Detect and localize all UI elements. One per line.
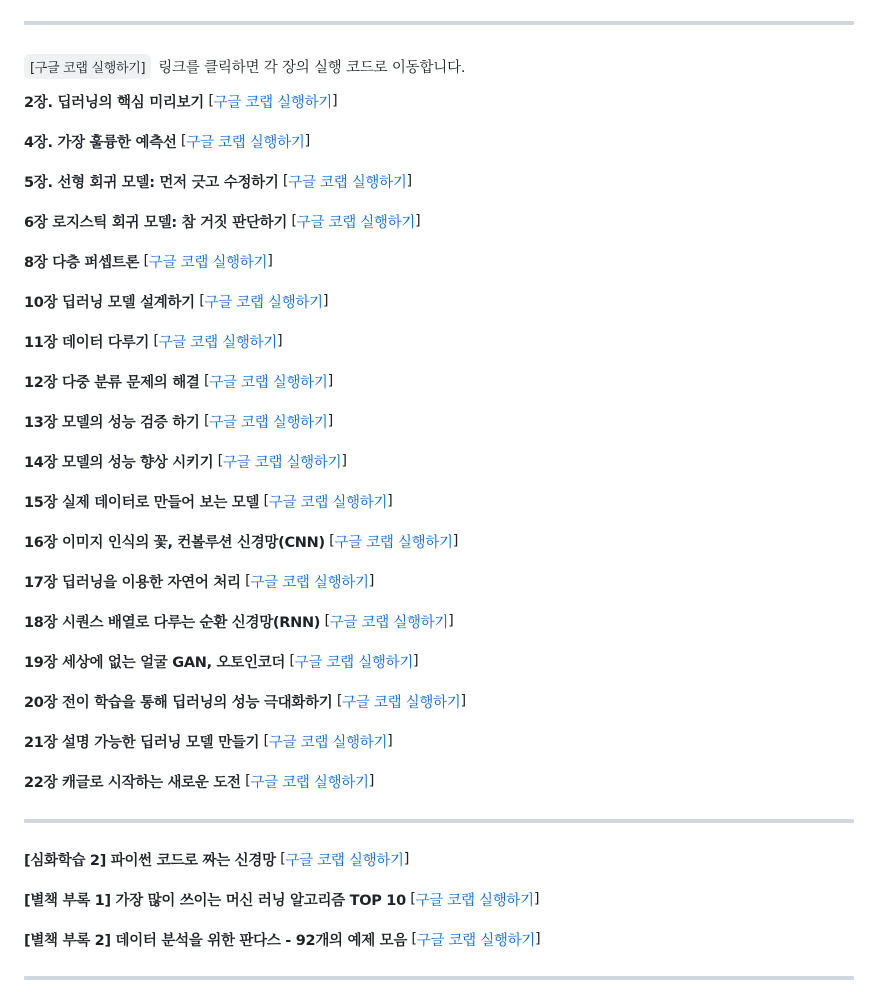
bracket-open: [ <box>280 851 286 867</box>
colab-link[interactable]: 구글 코랩 실행하기 <box>329 614 449 631</box>
bracket-close: ] <box>387 493 393 509</box>
bracket-close: ] <box>331 93 338 109</box>
colab-link[interactable]: 구글 코랩 실행하기 <box>250 574 369 591</box>
chapter-row <box>24 161 854 201</box>
colab-link[interactable]: 구글 코랩 실행하기 <box>158 334 277 351</box>
appendix-row <box>24 919 854 959</box>
bracket-close: ] <box>327 373 333 389</box>
bracket-close: ] <box>413 653 419 669</box>
bracket-open: [ <box>263 733 269 749</box>
bracket-open: [ <box>291 213 297 229</box>
colab-link[interactable]: 구글 코랩 실행하기 <box>213 94 332 111</box>
bracket-close: ] <box>322 293 329 309</box>
bracket-open: [ <box>180 133 187 149</box>
bracket-open: [ <box>245 573 251 589</box>
bracket-close: ] <box>327 413 333 429</box>
chapter-row <box>24 201 854 241</box>
colab-link[interactable]: 구글 코랩 실행하기 <box>288 174 407 191</box>
colab-link[interactable]: 구글 코랩 실행하기 <box>416 932 536 949</box>
chapter-row-title: 11장 데이터 다루기 <box>24 334 150 351</box>
chapter-row <box>24 321 854 361</box>
colab-link[interactable]: 구글 코랩 실행하기 <box>334 534 453 551</box>
bracket-open: [ <box>208 93 214 109</box>
colab-link[interactable]: 구글 코랩 실행하기 <box>294 654 414 671</box>
chapter-row-title: 21장 설명 가능한 딥러닝 모델 만들기 <box>24 734 260 751</box>
chapter-row <box>24 681 854 721</box>
horizontal-rule-bottom <box>24 976 854 980</box>
chapter-row-title: 17장 딥러닝을 이용한 자연어 처리 <box>24 574 241 591</box>
horizontal-rule-top <box>24 21 854 25</box>
horizontal-rule-middle <box>24 819 854 823</box>
chapter-row-title: 8장 다층 퍼셉트론 <box>24 254 140 271</box>
chapter-row <box>24 401 854 441</box>
colab-link[interactable]: 구글 코랩 실행하기 <box>223 454 342 471</box>
chapter-row-title: 22장 캐글로 시작하는 새로운 도전 <box>24 774 241 791</box>
colab-link[interactable]: 구글 코랩 실행하기 <box>285 852 404 869</box>
appendix-row-title: [심화학습 2] 파이썬 코드로 짜는 신경망 <box>24 852 276 869</box>
chapter-row <box>24 121 854 161</box>
chapter-row-title: 5장. 선형 회귀 모델: 먼저 긋고 수정하기 <box>24 174 279 191</box>
chapter-row-title: 12장 다중 분류 문제의 해결 <box>24 374 200 391</box>
chapter-row-title: 19장 세상에 없는 얼굴 GAN, 오토인코더 <box>24 654 286 671</box>
colab-link[interactable]: 구글 코랩 실행하기 <box>204 294 323 311</box>
chapter-list <box>24 81 854 801</box>
chapter-row <box>24 521 854 561</box>
bracket-open: [ <box>143 253 149 269</box>
bracket-open: [ <box>324 613 330 629</box>
bracket-open: [ <box>203 373 210 389</box>
bracket-close: ] <box>267 253 273 269</box>
colab-link[interactable]: 구글 코랩 실행하기 <box>268 494 388 511</box>
chapter-row <box>24 561 854 601</box>
chapter-row-title: 6장 로지스틱 회귀 모델: 참 거짓 판단하기 <box>24 214 288 231</box>
intro-text: 링크를 클릭하면 각 장의 실행 코드로 이동합니다. <box>158 59 466 76</box>
chapter-row <box>24 281 854 321</box>
colab-link[interactable]: 구글 코랩 실행하기 <box>268 734 388 751</box>
chapter-row-title: 15장 실제 데이터로 만들어 보는 모델 <box>24 494 260 511</box>
bracket-open: [ <box>329 533 335 549</box>
bracket-close: ] <box>368 773 375 789</box>
colab-link[interactable]: 구글 코랩 실행하기 <box>342 694 461 711</box>
bracket-open: [ <box>263 493 269 509</box>
chapter-row <box>24 361 854 401</box>
colab-link[interactable]: 구글 코랩 실행하기 <box>415 892 534 909</box>
chapter-row-title: 10장 딥러닝 모델 설계하기 <box>24 294 195 311</box>
bracket-close: ] <box>535 931 541 947</box>
colab-link[interactable]: 구글 코랩 실행하기 <box>250 774 369 791</box>
bracket-close: ] <box>452 533 459 549</box>
chapter-row <box>24 441 854 481</box>
bracket-close: ] <box>368 573 375 589</box>
chapter-row-title: 20장 전이 학습을 통해 딥러닝의 성능 극대화하기 <box>24 694 333 711</box>
chapter-row <box>24 81 854 121</box>
chapter-row-title: 4장. 가장 훌륭한 예측선 <box>24 134 177 151</box>
appendix-row-title: [별책 부록 1] 가장 많이 쓰이는 머신 러닝 알고리즘 TOP 10 <box>24 892 406 909</box>
bracket-open: [ <box>336 693 343 709</box>
bracket-open: [ <box>153 333 159 349</box>
chapter-row <box>24 601 854 641</box>
appendix-row <box>24 879 854 919</box>
bracket-open: [ <box>282 173 289 189</box>
bracket-open: [ <box>199 293 205 309</box>
chapter-row-title: 13장 모델의 성능 검증 하기 <box>24 414 200 431</box>
chapter-row-title: 2장. 딥러닝의 핵심 미리보기 <box>24 94 205 111</box>
bracket-open: [ <box>245 773 251 789</box>
bracket-close: ] <box>533 891 540 907</box>
bracket-close: ] <box>341 453 347 469</box>
colab-link[interactable]: 구글 코랩 실행하기 <box>209 374 328 391</box>
intro-paragraph <box>24 51 854 81</box>
chapter-row-title: 16장 이미지 인식의 꽃, 컨볼루션 신경망(CNN) <box>24 534 325 551</box>
chapter-row <box>24 241 854 281</box>
bracket-open: [ <box>410 891 416 907</box>
document-body <box>24 0 854 980</box>
inline-code: [구글 코랩 실행하기] <box>24 54 151 79</box>
chapter-row <box>24 641 854 681</box>
colab-link[interactable]: 구글 코랩 실행하기 <box>186 134 305 151</box>
appendix-list <box>24 839 854 959</box>
colab-link[interactable]: 구글 코랩 실행하기 <box>296 214 416 231</box>
bracket-open: [ <box>217 453 224 469</box>
chapter-row-title: 14장 모델의 성능 향상 시키기 <box>24 454 214 471</box>
chapter-row-title: 18장 시퀀스 배열로 다루는 순환 신경망(RNN) <box>24 614 321 631</box>
bracket-close: ] <box>276 333 283 349</box>
bracket-close: ] <box>460 693 466 709</box>
bracket-close: ] <box>448 613 454 629</box>
bracket-open: [ <box>289 653 295 669</box>
chapter-row <box>24 761 854 801</box>
appendix-row-title: [별책 부록 2] 데이터 분석을 위한 판다스 - 92개의 예제 모음 <box>24 932 408 949</box>
bracket-open: [ <box>411 931 417 947</box>
appendix-row <box>24 839 854 879</box>
bracket-open: [ <box>203 413 210 429</box>
colab-link[interactable]: 구글 코랩 실행하기 <box>209 414 328 431</box>
bracket-close: ] <box>403 851 410 867</box>
bracket-close: ] <box>304 133 310 149</box>
bracket-close: ] <box>415 213 421 229</box>
colab-link[interactable]: 구글 코랩 실행하기 <box>148 254 268 271</box>
bracket-close: ] <box>406 173 412 189</box>
bracket-close: ] <box>387 733 393 749</box>
chapter-row <box>24 721 854 761</box>
chapter-row <box>24 481 854 521</box>
